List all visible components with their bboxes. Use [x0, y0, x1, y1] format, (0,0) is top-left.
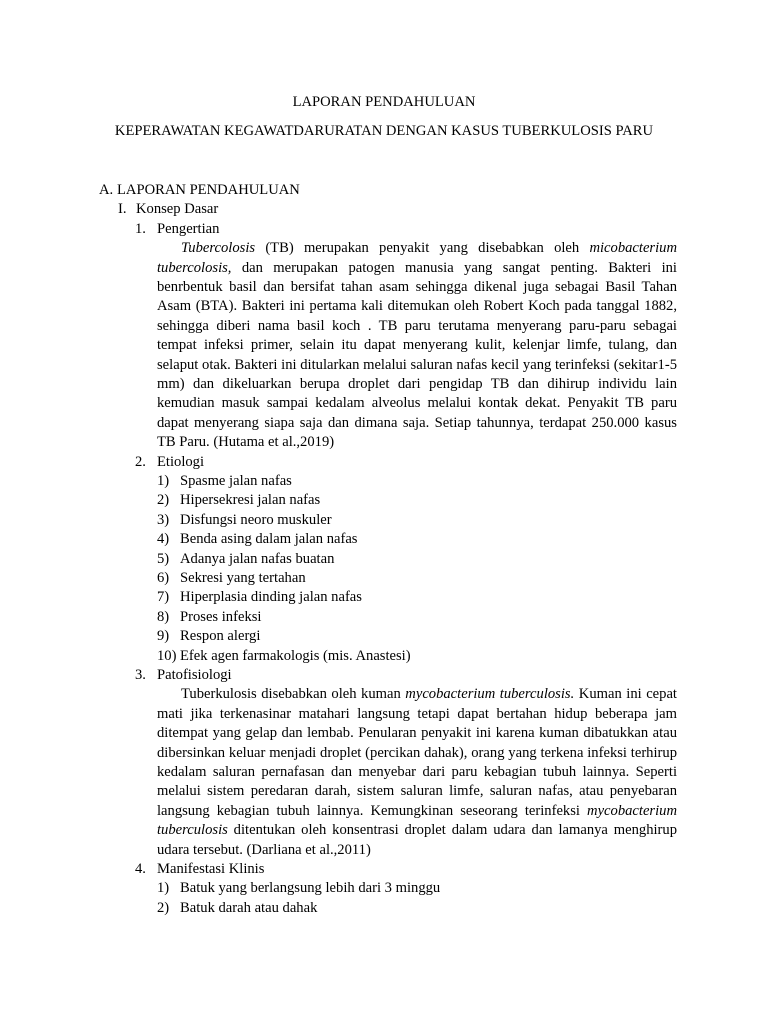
list-item-label: 1)	[157, 473, 170, 490]
item-1-heading	[0, 220, 768, 239]
item-2-text: Etiologi	[157, 453, 205, 470]
patofisiologi-text-2: Kuman ini cepat mati jika terkenasinar matahari langsung tetapi dapat bertahan hidup beberapa jam ditempat yang gelap dan lembab. Penularan penyakit ini karena kuman dibatukkan atau dibersinkan keluar menjadi droplet (percikan dahak), orang yang terkena infeksi terhirup kedalam saluran pernafasan dan menyebar dari paru kebagian tubuh lainnya. Seperti melalui sistem peredaran darah, sistem saluran limfe, saluran nafas, atau penyebaran langsung kebagian tubuh lainnya. Kemungkinan seseorang terinfeksi	[157, 686, 677, 819]
list-item-text: Respon alergi	[180, 628, 261, 645]
list-item-label: 4)	[157, 531, 170, 548]
patofisiologi-text-3: ditentukan oleh konsentrasi droplet dalam udara dan lamanya menghirup udara tersebut. (Darliana et al.,2011)	[157, 822, 677, 858]
list-item-text: Batuk darah atau dahak	[180, 899, 318, 916]
patofisiologi-term-1: mycobacterium tuberculosis.	[405, 686, 575, 703]
list-item	[0, 647, 768, 666]
list-item-text: Efek agen farmakologis (mis. Anastesi)	[180, 647, 411, 664]
item-2-heading	[0, 453, 768, 472]
section-a-label: A.	[99, 182, 114, 198]
list-item-text: Benda asing dalam jalan nafas	[180, 531, 358, 548]
item-4-heading	[0, 860, 768, 879]
item-4-label: 4.	[135, 860, 146, 877]
section-i-label: I.	[118, 201, 127, 218]
list-item-text: Spasme jalan nafas	[180, 473, 292, 490]
patofisiologi-term-2: mycobacterium tuberculosis	[157, 802, 677, 839]
pengertian-term-2: micobacterium tubercolosis,	[157, 240, 677, 276]
item-1-label: 1.	[135, 220, 146, 237]
section-a-heading	[0, 181, 768, 200]
list-item	[0, 550, 768, 569]
list-item-label: 10)	[157, 647, 177, 664]
list-item-label: 9)	[157, 628, 170, 645]
patofisiologi-paragraph	[157, 685, 677, 860]
list-item-label: 6)	[157, 569, 170, 586]
list-item	[0, 472, 768, 491]
list-item-label: 1)	[157, 880, 170, 897]
list-item-text: Proses infeksi	[180, 608, 262, 625]
list-item	[0, 511, 768, 530]
section-i-text: Konsep Dasar	[136, 201, 219, 218]
document-subtitle: KEPERAWATAN KEGAWATDARURATAN DENGAN KASUS TUBERKULOSIS PARU	[114, 123, 654, 139]
list-item	[0, 530, 768, 549]
item-1-text: Pengertian	[157, 220, 220, 237]
list-item-text: Adanya jalan nafas buatan	[180, 550, 335, 567]
item-2-label: 2.	[135, 453, 146, 470]
list-item-text: Hipersekresi jalan nafas	[180, 492, 321, 509]
list-item-text: Hiperplasia dinding jalan nafas	[180, 589, 362, 606]
list-item	[0, 569, 768, 588]
section-a-text: LAPORAN PENDAHULUAN	[117, 182, 300, 198]
list-item	[0, 491, 768, 510]
etiologi-list	[0, 472, 768, 666]
patofisiologi-text-1: Tuberkulosis disebabkan oleh kuman	[181, 686, 406, 703]
list-item-text: Batuk yang berlangsung lebih dari 3 minggu	[180, 880, 441, 897]
list-item	[0, 627, 768, 646]
list-item-label: 2)	[157, 899, 170, 916]
manifestasi-list	[0, 879, 768, 918]
pengertian-paragraph	[157, 239, 677, 452]
list-item-text: Sekresi yang tertahan	[180, 569, 306, 586]
item-3-text: Patofisiologi	[157, 666, 232, 683]
list-item-label: 5)	[157, 550, 170, 567]
list-item	[0, 879, 768, 898]
document-title: LAPORAN PENDAHULUAN	[292, 94, 476, 110]
list-item-text: Disfungsi neoro muskuler	[180, 511, 332, 528]
item-3-heading	[0, 666, 768, 685]
list-item-label: 3)	[157, 511, 170, 528]
document-body	[0, 181, 768, 918]
pengertian-text-1: (TB) merupakan penyakit yang disebabkan oleh	[255, 240, 590, 257]
list-item-label: 2)	[157, 492, 170, 509]
section-i-heading	[0, 200, 768, 219]
item-4-text: Manifestasi Klinis	[157, 860, 265, 877]
list-item-label: 7)	[157, 589, 170, 606]
pengertian-term: Tubercolosis	[181, 240, 256, 257]
list-item	[0, 608, 768, 627]
pengertian-text-2: dan merupakan patogen manusia yang sangat penting. Bakteri ini benrbentuk basil dan bersifat tahan asam sehingga dikenal juga sebagai Basil Tahan Asam (BTA). Bakteri ini pertama kali ditemukan oleh Robert Koch pada tanggal 1882, sehingga diberi nama basil koch . TB paru terutama menyerang paru-paru sebagai tempat infeksi primer, selain itu dapat menyerang kulit, kelenjar limfe, tulang, dan selaput otak. Bakteri ini ditularkan melalui saluran nafas kecil yang terinfeksi (sekitar1-5 mm) dan dikeluarkan berupa droplet dari pengidap TB dan dihirup individu lain kemudian masuk sampai kedalam alveolus melalui kontak dekat. Penyakit TB paru dapat menyerang siapa saja dan dimana saja. Setiap tahunnya, terdapat 250.000 kasus TB Paru. (Hutama et al.,2019)	[157, 259, 677, 451]
list-item	[0, 588, 768, 607]
list-item-label: 8)	[157, 608, 170, 625]
item-3-label: 3.	[135, 666, 146, 683]
list-item	[0, 899, 768, 918]
